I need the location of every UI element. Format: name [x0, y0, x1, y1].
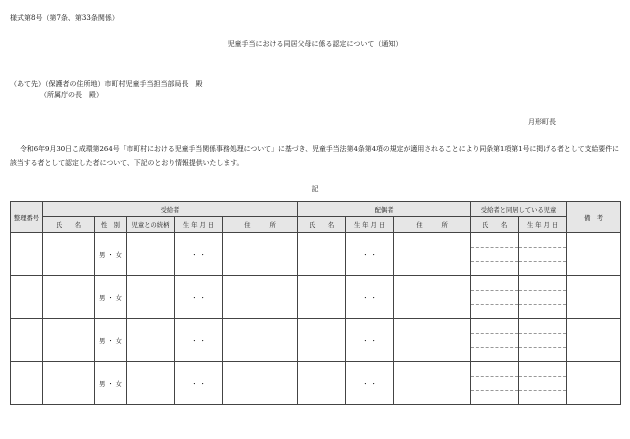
spouse-address-cell[interactable] [394, 362, 471, 405]
child-name-cell[interactable] [471, 233, 519, 276]
table-row [11, 233, 621, 276]
seiri-cell[interactable] [11, 276, 43, 319]
form-number: 様式第8号（第7条、第33条関係） [10, 14, 119, 22]
name-cell[interactable] [43, 276, 95, 319]
header-name: 氏 名 [43, 217, 95, 233]
addressee-line: （あて先）（保護者の住所地）市町村児童手当担当部局長 殿 [10, 80, 203, 88]
header-spouse-name: 氏 名 [298, 217, 346, 233]
sender: 月形町長 [528, 118, 556, 126]
seiri-cell[interactable] [11, 319, 43, 362]
table-row [11, 319, 621, 362]
spouse-dob-cell[interactable]: ・ ・ [346, 276, 394, 319]
spouse-name-cell[interactable] [298, 276, 346, 319]
child-dob-cell[interactable] [519, 362, 567, 405]
seiri-cell[interactable] [11, 233, 43, 276]
spouse-name-cell[interactable] [298, 233, 346, 276]
child-name-cell[interactable] [471, 319, 519, 362]
header-haiguusha: 配偶者 [298, 202, 471, 217]
address-cell[interactable] [223, 362, 298, 405]
header-children: 受給者と同居している児童 [471, 202, 567, 217]
dob-cell[interactable]: ・ ・ [175, 319, 223, 362]
header-relation: 児童との続柄 [127, 217, 175, 233]
header-sex: 性 別 [95, 217, 127, 233]
header-jukyusha: 受給者 [43, 202, 298, 217]
spouse-dob-cell[interactable]: ・ ・ [346, 233, 394, 276]
name-cell[interactable] [43, 362, 95, 405]
dob-cell[interactable]: ・ ・ [175, 276, 223, 319]
sex-cell[interactable]: 男 ・ 女 [95, 233, 127, 276]
spouse-address-cell[interactable] [394, 319, 471, 362]
child-dob-cell[interactable] [519, 233, 567, 276]
spouse-name-cell[interactable] [298, 319, 346, 362]
dob-cell[interactable]: ・ ・ [175, 362, 223, 405]
address-cell[interactable] [223, 319, 298, 362]
biko-cell[interactable] [567, 319, 621, 362]
relation-cell[interactable] [127, 233, 175, 276]
address-cell[interactable] [223, 276, 298, 319]
sex-cell[interactable]: 男 ・ 女 [95, 319, 127, 362]
table-row [11, 276, 621, 319]
spouse-address-cell[interactable] [394, 276, 471, 319]
biko-cell[interactable] [567, 362, 621, 405]
child-dob-cell[interactable] [519, 319, 567, 362]
child-name-cell[interactable] [471, 362, 519, 405]
biko-cell[interactable] [567, 276, 621, 319]
spouse-name-cell[interactable] [298, 362, 346, 405]
seiri-cell[interactable] [11, 362, 43, 405]
header-child-dob: 生 年 月 日 [519, 217, 567, 233]
body-paragraph: 令和6年9月30日こ成環第264号「市町村における児童手当関係事務処理について」に基づき、児童手当法第4条第4項の規定が適用されることにより同条第1項第1号に掲げる者として支給要件に該当する者として認定した者について、下記のとおり情報提供いたします。 [10, 145, 620, 167]
relation-cell[interactable] [127, 319, 175, 362]
notification-table [10, 201, 621, 405]
name-cell[interactable] [43, 233, 95, 276]
header-biko: 備 考 [567, 202, 621, 233]
relation-cell[interactable] [127, 362, 175, 405]
ki-heading: 記 [311, 185, 319, 193]
table-row [11, 362, 621, 405]
header-dob: 生 年 月 日 [175, 217, 223, 233]
relation-cell[interactable] [127, 276, 175, 319]
document-title: 児童手当における同居父母に係る認定について（通知） [227, 40, 403, 48]
sex-cell[interactable]: 男 ・ 女 [95, 362, 127, 405]
dob-cell[interactable]: ・ ・ [175, 233, 223, 276]
name-cell[interactable] [43, 319, 95, 362]
child-name-cell[interactable] [471, 276, 519, 319]
address-cell[interactable] [223, 233, 298, 276]
header-child-name: 氏 名 [471, 217, 519, 233]
sex-cell[interactable]: 男 ・ 女 [95, 276, 127, 319]
spouse-dob-cell[interactable]: ・ ・ [346, 319, 394, 362]
header-address: 住 所 [223, 217, 298, 233]
header-seiri-number: 整理番号 [11, 202, 43, 233]
addressee-alt-line: （所属庁の長 殿） [40, 91, 103, 99]
header-spouse-address: 住 所 [394, 217, 471, 233]
biko-cell[interactable] [567, 233, 621, 276]
spouse-dob-cell[interactable]: ・ ・ [346, 362, 394, 405]
header-spouse-dob: 生 年 月 日 [346, 217, 394, 233]
child-dob-cell[interactable] [519, 276, 567, 319]
spouse-address-cell[interactable] [394, 233, 471, 276]
